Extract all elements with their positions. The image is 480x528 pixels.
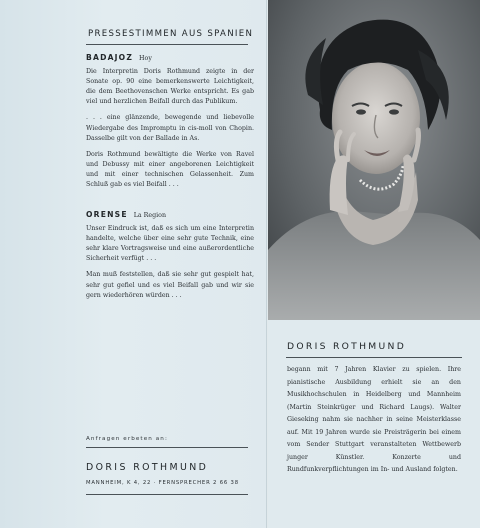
bio-name: DORIS ROTHMUND	[287, 341, 407, 352]
review-paragraph: Doris Rothmund bewältigte die Werke von Ravel und Debussy mit einer angeborenen Leichtigkeit und mit einer technischen Gelassenheit. Zum Schluß gab es viel Beifall . . .	[86, 150, 254, 189]
review-paragraph: . . . eine glänzende, bewegende und liebevolle Wiedergabe des Impromptu in cis-moll von Chopin. Dasselbe gilt von der Ballade in As.	[86, 114, 254, 142]
contact-label: Anfragen erbeten an:	[86, 436, 168, 442]
portrait-photo	[268, 0, 480, 320]
review-city: ORENSE	[86, 210, 128, 219]
review-city: BADAJOZ	[86, 53, 134, 62]
press-header: PRESSESTIMMEN AUS SPANIEN	[88, 29, 254, 39]
contact-rule-bottom	[86, 494, 248, 495]
review-paragraph: Unser Eindruck ist, daß es sich um eine Interpretin handelte, welche über eine sehr gute Technik, eine sehr klare Vortragsweise und eine außerordentliche Sicherheit verfügt . . .	[86, 225, 254, 263]
contact-rule-top	[86, 447, 248, 448]
portrait-image	[268, 0, 480, 320]
review-orense	[86, 210, 254, 307]
review-paragraph: Man muß feststellen, daß sie sehr gut gespielt hat, sehr gut gefiel und es viel Beifall gab und wir sie gern wiederhören würden . . .	[86, 271, 254, 299]
header-rule	[86, 44, 248, 45]
review-source: La Region	[133, 212, 166, 219]
review-badajoz	[86, 53, 254, 196]
contact-address: MANNHEIM, K 4, 22 · FERNSPRECHER 2 66 38	[86, 480, 239, 486]
review-source: Hoy	[139, 55, 152, 62]
contact-name: DORIS ROTHMUND	[86, 462, 209, 473]
review-paragraph: Die Interpretin Doris Rothmund zeigte in der Sonate op. 90 eine bemerkenswerte Leichtigkeit, die dem Beethovenschen Werke entspricht. Es gab viel und herzlichen Beifall durch das Publikum.	[86, 68, 254, 106]
bio-rule	[286, 357, 462, 358]
bio-text: begann mit 7 Jahren Klavier zu spielen. Ihre pianistische Ausbildung erhielt sie an den Musikhochschulen in Heidelberg und Mannheim (Martin Steinkrüger und Richard Laugs). Walter Gieseking nahm sie nachher in seine Meisterklasse auf. Mit 19 Jahren wurde sie Preisträgerin bei einem vom Sender Stuttgart veranstalteten Wettbewerb junger Künstler. Konzerte und Rundfunkverpflichtungen im In- und Ausland folgten.	[287, 366, 461, 473]
